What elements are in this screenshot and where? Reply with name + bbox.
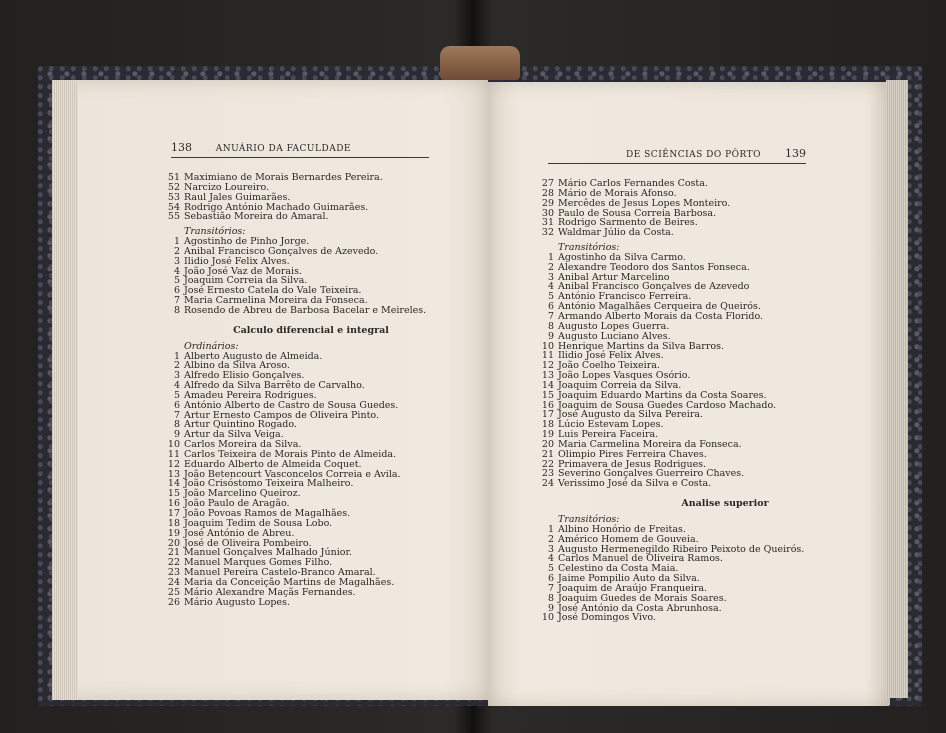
right-top-list <box>540 179 850 238</box>
list-item-number: 14 <box>167 478 180 490</box>
list-item-name: Narcizo Loureiro. <box>184 181 270 193</box>
list-item-name: Maximiano de Morais Bernardes Pereira. <box>184 172 383 183</box>
list-item-name: João Marcelino Queiroz. <box>184 488 301 500</box>
left-header-rule <box>171 157 429 158</box>
list-item-name: Joaquim Correia da Silva. <box>184 275 308 287</box>
right-page-body <box>540 179 850 623</box>
list-item-number: 8 <box>547 320 554 332</box>
list-item-number: 53 <box>167 191 180 203</box>
list-item-number: 21 <box>541 448 554 460</box>
list-item-number: 1 <box>173 350 180 362</box>
list-item-name: José António de Abreu. <box>184 527 295 539</box>
left-running-title: ANUÁRIO DA FACULDADE <box>215 144 351 154</box>
list-item-name: Ilidio José Felix Alves. <box>184 255 290 267</box>
list-item-number: 3 <box>173 370 180 382</box>
list-item-name: Joaquim Eduardo Martins da Costa Soares. <box>558 389 767 401</box>
list-item-number: 12 <box>541 360 554 372</box>
list-item-name: Sebastião Moreira do Amaral. <box>184 211 329 223</box>
right-header-rule <box>548 163 806 164</box>
list-item-number: 7 <box>547 582 554 594</box>
list-item-name: Américo Homem de Gouveia. <box>558 533 699 545</box>
list-item-name: Maria Carmelina Moreira da Fonseca. <box>558 438 742 450</box>
list-item-name: José Domingos Vivo. <box>558 612 656 624</box>
list-item-number: 19 <box>167 527 180 539</box>
list-item-number: 20 <box>167 537 180 549</box>
list-item-number: 24 <box>167 576 180 588</box>
list-item-name: Alfredo Elisio Gonçalves. <box>184 370 305 382</box>
list-item-number: 7 <box>173 295 180 307</box>
list-item-name: António Alberto de Castro de Sousa Guedes. <box>184 399 399 411</box>
list-item-name: Anibal Francisco Gonçalves de Azevedo <box>558 281 750 293</box>
list-item-name: José Ernesto Catela do Vale Teixeira. <box>184 285 362 297</box>
list-item-number: 17 <box>541 409 554 421</box>
list-item-number: 21 <box>167 547 180 559</box>
list-item-number: 23 <box>541 468 554 480</box>
list-item-number: 17 <box>167 508 180 519</box>
list-item-name: Paulo de Sousa Correia Barbosa. <box>558 207 717 219</box>
list-item-number: 5 <box>547 291 554 303</box>
list-item <box>166 598 456 608</box>
left-page-header <box>171 141 429 154</box>
list-item-number: 6 <box>173 399 180 411</box>
list-item-number: 22 <box>541 458 554 470</box>
left-top-list <box>166 173 456 222</box>
list-item-name: José de Oliveira Pombeiro. <box>184 537 312 549</box>
right-transitorios2-label: Transitórios: <box>558 514 620 525</box>
list-item-name: Manuel Marques Gomes Filho. <box>184 557 333 569</box>
list-item-number: 23 <box>167 567 180 579</box>
list-item-name: Ilidio José Felix Alves. <box>558 350 664 362</box>
list-item-name: Mário de Morais Afonso. <box>558 187 677 199</box>
list-item-name: Alfredo da Silva Barrêto de Carvalho. <box>184 380 365 392</box>
list-item-number: 24 <box>541 478 554 490</box>
list-item-number: 10 <box>541 340 554 352</box>
list-item-name: Waldmar Júlio da Costa. <box>558 227 674 239</box>
list-item-name: António Magalhães Cerqueira de Queirós. <box>558 301 761 313</box>
left-ordinarios-label: Ordinários: <box>184 340 239 352</box>
list-item-name: Joaquim de Sousa Guedes Cardoso Machado. <box>558 399 777 411</box>
right-page-header <box>548 147 806 160</box>
list-item-name: Alberto Augusto de Almeida. <box>184 350 323 362</box>
list-item-name: Primavera de Jesus Rodrigues. <box>558 458 707 470</box>
list-item-name: Olimpio Pires Ferreira Chaves. <box>558 448 707 460</box>
list-item-name: Severino Gonçalves Guerreiro Chaves. <box>558 468 745 480</box>
list-item-number: 5 <box>173 389 180 401</box>
list-item-number: 11 <box>167 448 180 460</box>
left-page-number: 138 <box>171 141 192 154</box>
list-item-name: Rodrigo António Machado Guimarães. <box>184 201 369 213</box>
list-item-name: Amadeu Pereira Rodrigues. <box>184 389 317 401</box>
list-item-number: 4 <box>173 380 180 392</box>
list-item-name: Rodrigo Sarmento de Beires. <box>558 217 698 229</box>
left-transitorios-list <box>166 237 456 316</box>
right-running-title: DE SCIÊNCIAS DO PÔRTO <box>626 150 762 160</box>
list-item-number: 22 <box>167 557 180 569</box>
list-item-name: Alexandre Teodoro dos Santos Fonseca. <box>558 261 750 273</box>
list-item-name: Verissimo José da Silva e Costa. <box>558 478 712 490</box>
list-item-number: 6 <box>547 301 554 313</box>
list-item-number: 13 <box>167 468 180 480</box>
list-item-name: Armando Alberto Morais da Costa Florido. <box>558 310 764 322</box>
list-item <box>540 479 850 489</box>
list-item-number: 13 <box>541 370 554 382</box>
list-item-name: João Coelho Teixeira. <box>558 360 660 372</box>
list-item-number: 27 <box>541 178 554 189</box>
list-item-name: João Crisóstomo Teixeira Malheiro. <box>184 478 354 490</box>
list-item-number: 9 <box>547 330 554 342</box>
list-item-number: 1 <box>547 523 554 535</box>
list-item-number: 4 <box>547 281 554 293</box>
list-item <box>540 613 850 623</box>
list-item-number: 1 <box>547 251 554 263</box>
list-item-name: Joaquim de Araújo Franqueira. <box>558 582 708 594</box>
left-ordinarios-list <box>166 352 456 608</box>
list-item-name: Albino Honório de Freitas. <box>558 523 686 535</box>
list-item-number: 29 <box>541 197 554 209</box>
list-item-number: 8 <box>173 304 180 316</box>
list-item-number: 30 <box>541 207 554 219</box>
list-item-name: Maria Carmelina Moreira da Fonseca. <box>184 295 368 307</box>
list-item-number: 7 <box>547 310 554 322</box>
list-item-number: 10 <box>541 612 554 624</box>
list-item-name: Celestino da Costa Maia. <box>558 563 679 575</box>
right-section-title: Analise superior <box>681 498 769 510</box>
list-item-name: Augusto Lopes Guerra. <box>558 320 670 332</box>
list-item-number: 9 <box>547 602 554 614</box>
list-item-number: 10 <box>167 439 180 451</box>
list-item-name: Henrique Martins da Silva Barros. <box>558 340 724 352</box>
list-item-number: 55 <box>167 211 180 223</box>
list-item-number: 6 <box>547 573 554 585</box>
list-item-number: 2 <box>547 533 554 545</box>
list-item-name: Mário Carlos Fernandes Costa. <box>558 178 708 189</box>
list-item-name: Augusto Hermenegildo Ribeiro Peixoto de Queirós. <box>558 543 805 555</box>
list-item-number: 15 <box>541 389 554 401</box>
list-item-number: 20 <box>541 438 554 450</box>
list-item-number: 3 <box>547 271 554 283</box>
left-transitorios-label: Transitórios: <box>184 226 246 238</box>
list-item-name: Agostinho de Pinho Jorge. <box>184 236 310 248</box>
list-item-number: 16 <box>167 498 180 510</box>
list-item-number: 52 <box>167 181 180 193</box>
list-item-name: Agostinho da Silva Carmo. <box>558 251 686 263</box>
list-item-name: Joaquim Guedes de Morais Soares. <box>558 592 727 604</box>
left-page-body <box>166 173 456 607</box>
list-item-name: Artur Ernesto Campos de Oliveira Pinto. <box>184 409 379 421</box>
right-transitorios-label: Transitórios: <box>558 242 620 254</box>
list-item-number: 9 <box>173 429 180 441</box>
list-item-name: Albino da Silva Aroso. <box>184 360 290 372</box>
book-spine-binding <box>440 46 520 80</box>
list-item-name: João Lopes Vasques Osório. <box>558 370 691 382</box>
list-item <box>166 306 456 316</box>
list-item-number: 15 <box>167 488 180 500</box>
list-item-number: 18 <box>541 419 554 431</box>
list-item-name: António Francisco Ferreira. <box>558 291 692 303</box>
list-item-number: 16 <box>541 399 554 411</box>
list-item-name: Rosendo de Abreu de Barbosa Bacelar e Meireles. <box>184 304 427 316</box>
list-item-name: Jaime Pompilio Auto da Silva. <box>558 573 700 585</box>
right-transitorios2-list <box>540 525 850 623</box>
list-item-name: Artur da Silva Veiga. <box>184 429 284 441</box>
list-item-number: 5 <box>547 563 554 575</box>
list-item-number: 11 <box>541 350 554 362</box>
list-item-name: Raul Jales Guimarães. <box>184 191 291 203</box>
list-item-name: Anibal Artur Marcelino <box>558 271 670 283</box>
list-item-name: Mercêdes de Jesus Lopes Monteiro. <box>558 197 731 209</box>
list-item-number: 8 <box>173 419 180 431</box>
list-item-number: 25 <box>167 586 180 598</box>
list-item-name: Lúcio Estevam Lopes. <box>558 419 664 431</box>
list-item-number: 26 <box>167 596 180 608</box>
list-item-name: Mário Alexandre Maçãs Fernandes. <box>184 586 356 598</box>
right-transitorios-list <box>540 253 850 489</box>
list-item-number: 1 <box>173 236 180 248</box>
list-item-name: Carlos Moreira da Silva. <box>184 439 302 451</box>
list-item-name: João Povoas Ramos de Magalhães. <box>184 508 351 519</box>
list-item-number: 28 <box>541 187 554 199</box>
list-item-name: João José Vaz de Morais. <box>184 265 302 277</box>
list-item-number: 3 <box>547 543 554 555</box>
list-item-name: Maria da Conceição Martins de Magalhães. <box>184 576 395 588</box>
list-item-number: 54 <box>167 201 180 213</box>
list-item-number: 51 <box>167 172 180 183</box>
left-page-edges <box>52 80 78 700</box>
list-item-name: João Betencourt Vasconcelos Correia e Avila. <box>184 468 401 480</box>
list-item-number: 3 <box>173 255 180 267</box>
list-item-number: 5 <box>173 275 180 287</box>
list-item-number: 4 <box>547 553 554 565</box>
list-item-number: 19 <box>541 429 554 441</box>
list-item-number: 32 <box>541 227 554 239</box>
list-item-name: Mário Augusto Lopes. <box>184 596 290 608</box>
list-item-number: 2 <box>173 245 180 257</box>
list-item-name: João Paulo de Aragão. <box>184 498 290 510</box>
list-item-name: Joaquim Tedim de Sousa Lobo. <box>184 517 333 529</box>
list-item-number: 31 <box>541 217 554 229</box>
list-item-number: 18 <box>167 517 180 529</box>
list-item-number: 2 <box>547 261 554 273</box>
list-item <box>540 228 850 238</box>
list-item-name: Carlos Teixeira de Morais Pinto de Almeida. <box>184 448 397 460</box>
list-item-name: Manuel Gonçalves Malhado Júnior. <box>184 547 352 559</box>
list-item-name: José Augusto da Silva Pereira. <box>558 409 704 421</box>
list-item-number: 8 <box>547 592 554 604</box>
list-item-name: Eduardo Alberto de Almeida Coquet. <box>184 458 362 470</box>
list-item-number: 14 <box>541 379 554 391</box>
right-page-number: 139 <box>785 147 806 160</box>
list-item-name: Artur Quintino Rogado. <box>184 419 297 431</box>
list-item-number: 6 <box>173 285 180 297</box>
list-item-name: Anibal Francisco Gonçalves de Azevedo. <box>184 245 379 257</box>
list-item-name: Joaquim Correia da Silva. <box>558 379 682 391</box>
list-item-name: Augusto Luciano Alves. <box>558 330 671 342</box>
list-item-name: Carlos Manuel de Oliveira Ramos. <box>558 553 723 565</box>
list-item <box>166 212 456 222</box>
list-item-name: Luis Pereira Faceira. <box>558 429 659 441</box>
list-item-name: Manuel Pereira Castelo-Branco Amaral. <box>184 567 376 579</box>
list-item-number: 7 <box>173 409 180 421</box>
left-section-title: Calculo diferencial e integral <box>233 324 389 336</box>
right-page-edges <box>886 80 908 698</box>
list-item-number: 12 <box>167 458 180 470</box>
list-item-number: 2 <box>173 360 180 372</box>
list-item-number: 4 <box>173 265 180 277</box>
list-item-name: José António da Costa Abrunhosa. <box>558 602 722 614</box>
